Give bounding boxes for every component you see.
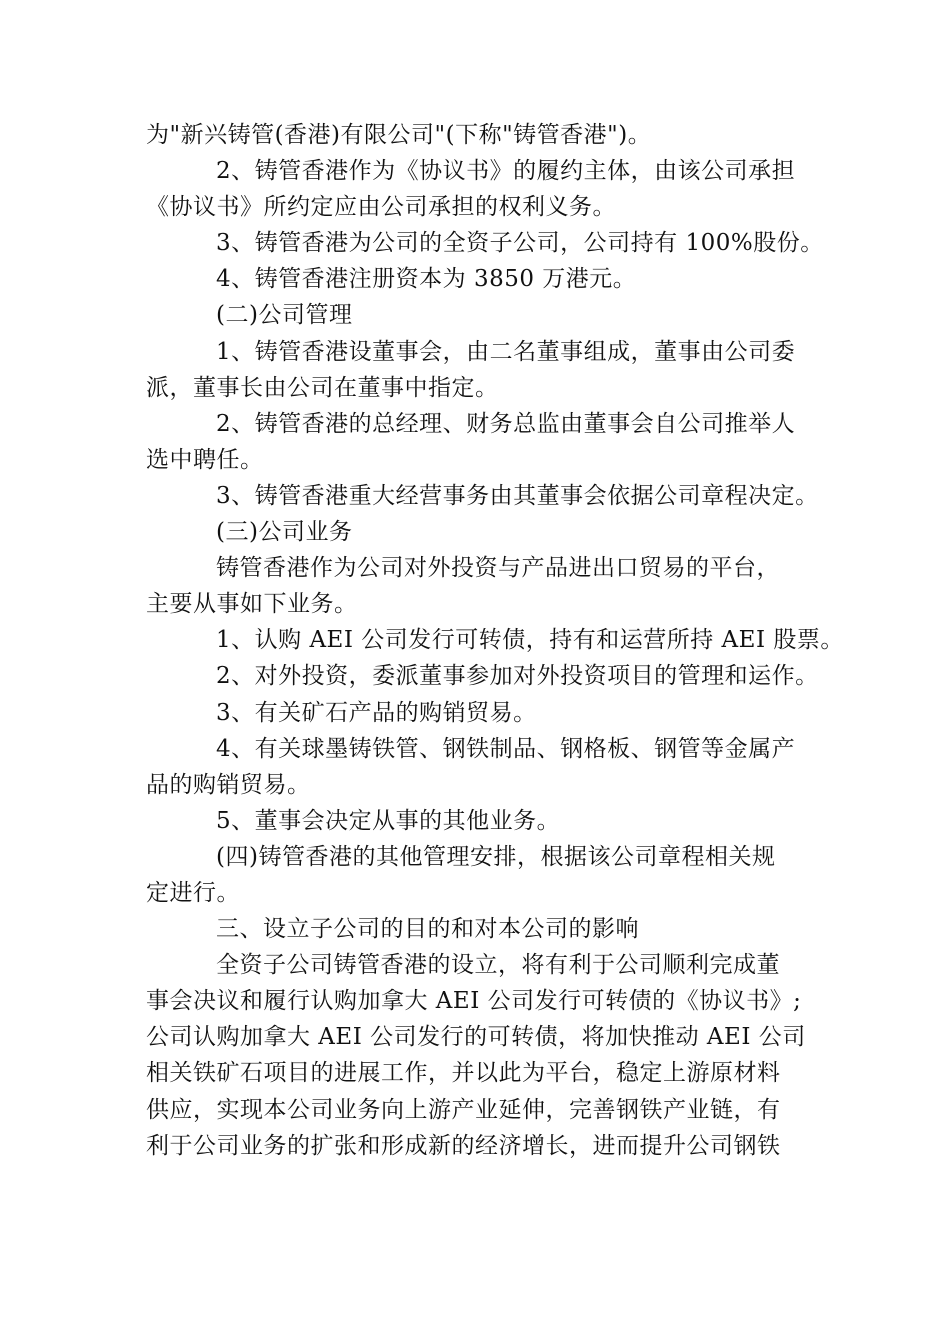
text-line: 全资子公司铸管香港的设立，将有利于公司顺利完成董 bbox=[216, 952, 780, 979]
text-line: 2、铸管香港作为《协议书》的履约主体，由该公司承担 bbox=[216, 158, 796, 185]
text-line: 相关铁矿石项目的进展工作，并以此为平台，稳定上游原材料 bbox=[146, 1060, 781, 1087]
text-line: 《协议书》所约定应由公司承担的权利义务。 bbox=[146, 194, 616, 221]
text-line: 公司认购加拿大 AEI 公司发行的可转债，将加快推动 AEI 公司 bbox=[146, 1024, 806, 1051]
text-line: 品的购销贸易。 bbox=[146, 771, 311, 798]
text-line: 主要从事如下业务。 bbox=[146, 591, 358, 618]
text-line: 2、对外投资，委派董事参加对外投资项目的管理和运作。 bbox=[216, 663, 819, 690]
text-line: 定进行。 bbox=[146, 879, 240, 906]
text-line: 选中聘任。 bbox=[146, 446, 264, 473]
text-line: 5、董事会决定从事的其他业务。 bbox=[216, 807, 561, 834]
text-line: 4、铸管香港注册资本为 3850 万港元。 bbox=[216, 266, 637, 293]
text-line: 事会决议和履行认购加拿大 AEI 公司发行可转债的《协议书》; bbox=[146, 988, 802, 1015]
text-line: 供应，实现本公司业务向上游产业延伸，完善钢铁产业链，有 bbox=[146, 1096, 781, 1123]
text-line: (二)公司管理 bbox=[216, 302, 353, 329]
text-line: 1、铸管香港设董事会，由二名董事组成，董事由公司委 bbox=[216, 338, 796, 365]
text-line: (三)公司业务 bbox=[216, 519, 353, 546]
text-line: 派，董事长由公司在董事中指定。 bbox=[146, 374, 499, 401]
text-line: 为"新兴铸管(香港)有限公司"(下称"铸管香港")。 bbox=[146, 122, 652, 148]
text-line: 利于公司业务的扩张和形成新的经济增长，进而提升公司钢铁 bbox=[146, 1132, 781, 1159]
text-line: 3、铸管香港重大经营事务由其董事会依据公司章程决定。 bbox=[216, 482, 819, 509]
text-line: 2、铸管香港的总经理、财务总监由董事会自公司推举人 bbox=[216, 410, 796, 437]
text-line: 3、有关矿石产品的购销贸易。 bbox=[216, 699, 537, 726]
text-line: 4、有关球墨铸铁管、钢铁制品、钢格板、钢管等金属产 bbox=[216, 735, 796, 762]
text-line: 1、认购 AEI 公司发行可转债，持有和运营所持 AEI 股票。 bbox=[216, 627, 844, 654]
text-line: 铸管香港作为公司对外投资与产品进出口贸易的平台， bbox=[216, 555, 780, 582]
text-line: (四)铸管香港的其他管理安排，根据该公司章程相关规 bbox=[216, 843, 776, 870]
text-line: 3、铸管香港为公司的全资子公司，公司持有 100%股份。 bbox=[216, 230, 824, 257]
document-body bbox=[146, 117, 844, 1164]
text-line: 三、设立子公司的目的和对本公司的影响 bbox=[216, 916, 639, 943]
